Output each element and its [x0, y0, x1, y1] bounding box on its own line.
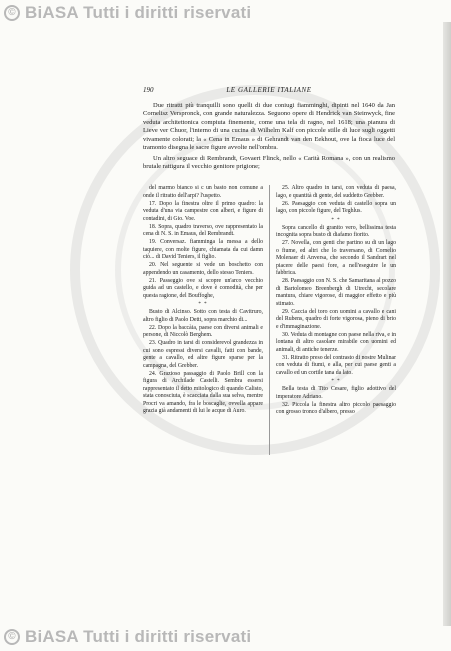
catalog-entry: 24. Grazioso passaggio di Paolo Brill con la figura di Archilade Castelli. Sembra essersi rappresentato il detto mitologico di quando Calisto, stata conosciuta, è scacciata dalla sua selva, mentre Procri va amando, fra le boscaglie, ovvella appare grazia già andamenti di lui le acque di Auro.: [143, 370, 263, 414]
catalog-entry: 31. Ritratto preso del contrasto di nostre Mulinar con veduta di fiumi, e alla, per cui paese genti a cavallo ed un cortile tana da lato.: [276, 354, 396, 376]
catalog-entry: del marmo bianco si c un basto non comune a onde il ritratto dell'arpi? l'uspetto.: [143, 185, 263, 199]
column-divider: [269, 185, 270, 455]
catalog-entry: 32. Piccola la finestra altro piccolo paesaggio con grosso tronco d'albero, presso: [276, 401, 396, 415]
page-edge: [443, 22, 451, 626]
section-asterisks: * *: [331, 217, 341, 223]
section-asterisks: * *: [331, 379, 341, 384]
catalog-entry: 27. Novella, con genti che partino su di un lago o fiume, ed altri che lo traversano, di Cornelio Molenaer di Anversa, che secondo il Sandrart nel piacere delle paesi fore, a nell'eseguire le un fabbrica.: [276, 240, 396, 276]
page-number: 190: [143, 86, 154, 94]
left-column: [143, 185, 263, 416]
intro-paragraph: [143, 155, 395, 172]
catalog-entry: 23. Quadro in tarsi di considerevol grandezza in cui sono espressi diversi cavalli, fatti con bande, gente a cavallo, ed altre figure sparse per la campagna, del Grebber.: [143, 340, 263, 369]
catalog-entry: 22. Dopo la baccàia, paese con diversi animali e persone, di Niccolò Berghem.: [143, 324, 263, 338]
catalog-entry: 26. Paesaggio con veduta di castello sopra un lago, con piccole figure, del Teghlus.: [276, 200, 396, 214]
catalog-entry: Sopra cancello di granito vero, bellissima testa incognita sopra busto di diafamo fiorito.: [276, 224, 396, 238]
running-head: [143, 86, 395, 98]
section-asterisks: * *: [198, 302, 208, 307]
catalog-entry: 18. Sopra, quadro traverso, ove rappresentato la cena di N. S. in Emaus, del Rembrandt.: [143, 223, 263, 237]
copyright-icon: ©: [4, 629, 20, 645]
catalog-entry: 28. Paesaggio con N. S. che Samaritana al pozzo di Bartolomeo Breenbergh di Utrecht, secolare mantura, chiare vigorose, di maggior effetto e più stimato.: [276, 278, 396, 307]
journal-title: LE GALLERIE ITALIANE: [226, 86, 312, 94]
copyright-watermark-top: [0, 2, 451, 24]
copyright-watermark-bottom: [0, 626, 451, 648]
catalog-entry: 21. Passeggio ove si scopre un'arco vecchio guida ad un castello, e dove è comodità, che per questa ragione, del Bouffoghe,: [143, 277, 263, 299]
copyright-icon: ©: [4, 5, 20, 21]
catalog-entry: 19. Conversaz. fiamminga la messa a dello taquiere, con molte figure, chiamata da cui damn ciò... di David Teniers, il figlio.: [143, 239, 263, 260]
intro-paragraph: [143, 102, 395, 152]
catalog-entry: Bella testa di Tito Cesare, figlio adottivo del imperatore Adriano.: [276, 386, 396, 400]
catalog-entry: 20. Nel seguente si vede un boschetto con appendendo un casamento, dello stesso Teniers.: [143, 262, 263, 276]
watermark-text: BiASA Tutti i diritti riservati: [25, 3, 252, 22]
catalog-entry: Busto di Alcinso. Sotto con testa di Cavitruro, altro figlio di Paolo Detti, sopra marchio di...: [143, 309, 263, 323]
paragraph: Due ritratti più tranquilli sono quelli di due coniugi fiamminghi, dipinti nel 1640 da Jan Cornelisz Verspronck, con grande naturalezza. Seguono opere di Hendrick van Steinwyck, fine veduta architettonica compiuta finemente, come una tela di ragno, nel 1618; una pianura di Lieve ver Chuor, l'interno di una cucina di Wilhelm Kalf con piccole stille di luce sugli oggetti vivamente colorati; la « Cena in Emaus » di Gehrandt van den Eekhout, ove la fioca luce del tramonto disegna le sacre figure avvolte nell'ombra.: [143, 102, 395, 152]
catalog-entry: 30. Veduta di montagne con paese nella riva, e in lontana di altro casolare mirabile con uomini ed animali, di antiche tenerze.: [276, 331, 396, 353]
catalog-entry: 29. Caccia del toro con uomini a cavallo e cani del Rubens, quadro di forte vigorosa, pieno di brio e d'immaginazione.: [276, 308, 396, 330]
right-column: [276, 185, 396, 417]
paragraph: Un altro seguace di Rembrandt, Govaert Flinck, nello « Carità Romana », con un realismo brutale rattigura il vecchio genitore prigione;: [143, 155, 395, 171]
catalog-entry: 17. Dopo la finestra oltre il primo quadro: la veduta d'una via campestre con alberi, e figure di contadini, di Gio. Voe.: [143, 200, 263, 222]
watermark-text: BiASA Tutti i diritti riservati: [25, 627, 252, 646]
catalog-entry: 25. Altro quadro in tarsi, con veduta di paesa, lago, e quantità di gente, del suddetto Grebber.: [276, 185, 396, 199]
